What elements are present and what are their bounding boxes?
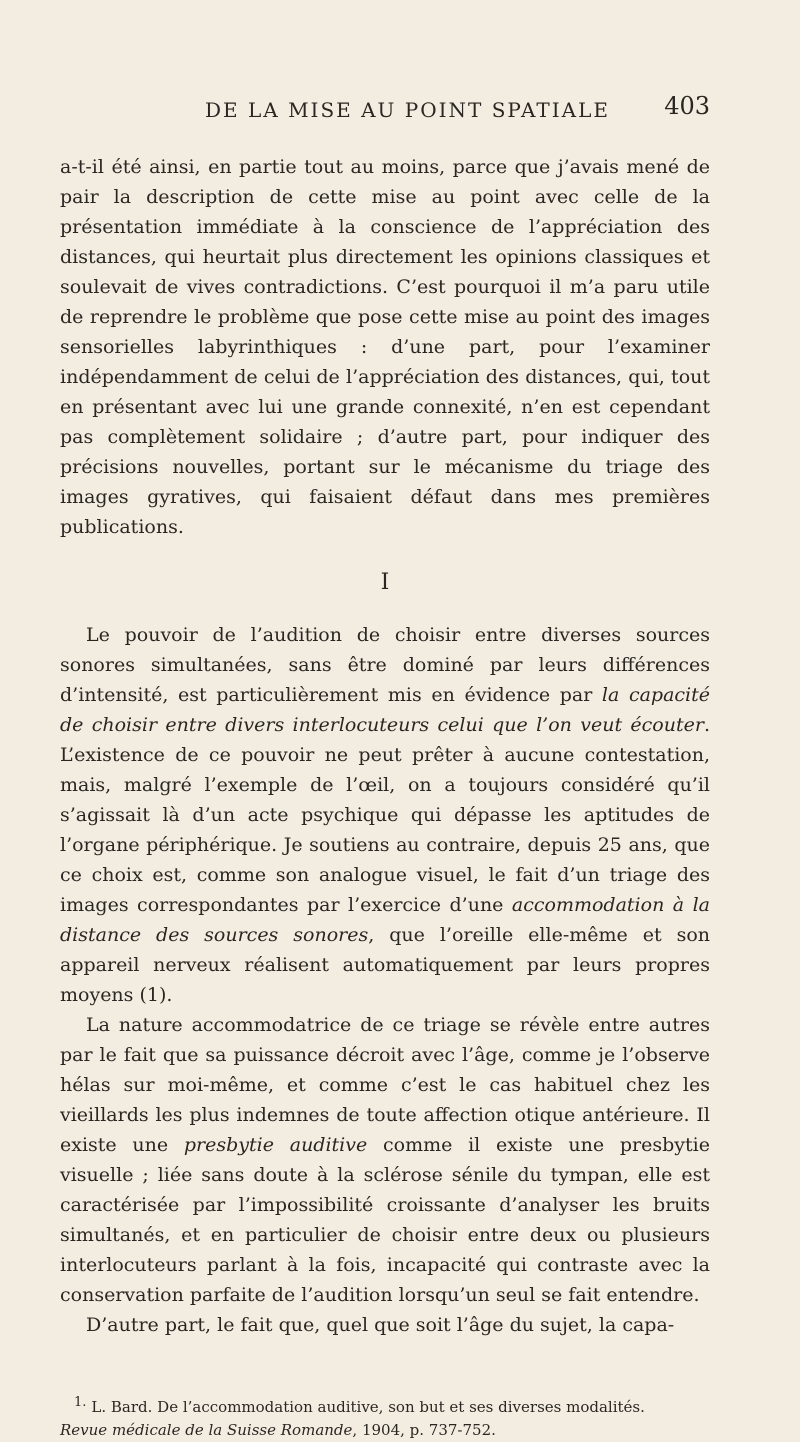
- text-run: , que l’oreille elle-même et son appareil nerveux réalisent automatiquement par leurs propres moyens (1).: [60, 924, 710, 1006]
- paragraph-presbytie: [60, 1010, 710, 1310]
- text-run: comme il existe une presbytie visuelle ; liée sans doute à la sclérose sénile du tympan, elle est caractérisée par l’impossibilité croissante d’analyser les bruits simultanés, et en particulier de choisir entre deux ou plusieurs interlocuteurs parlant à la fois, incapacité qui contraste avec la conservation parfaite de l’audition lorsqu’un seul se fait entendre.: [60, 1134, 710, 1306]
- paragraph-continues: D’autre part, le fait que, quel que soit l’âge du sujet, la capa-: [86, 1314, 675, 1336]
- text-run: La nature accommodatrice de ce triage se révèle entre autres par le fait que sa puissance décroit avec l’âge, comme je l’observe hélas sur moi-même, et comme c’est le cas habituel chez les vieillards les plus indemnes de toute affection otique antérieure. Il existe une: [60, 1014, 710, 1156]
- footnote-citation-line: [60, 1419, 710, 1442]
- paragraph-continuation: a-t-il été ainsi, en partie tout au moins, parce que j’avais mené de pair la description de cette mise au point avec celle de la présentation immédiate à la conscience de l’appréciation des distances, qui heurtait plus directement les opinions classiques et soulevait de vives contradictions. C’est pourquoi il m’a paru utile de reprendre le problème que pose cette mise au point des images sensorielles labyrinthiques : d’une part, pour l’examiner indépendamment de celui de l’appréciation des distances, qui, tout en présentant avec lui une grande connexité, n’en est cependant pas complètement solidaire ; d’autre part, pour indiquer des précisions nouvelles, portant sur le mécanisme du triage des images gyratives, qui faisaient défaut dans mes premières publications.: [60, 156, 710, 538]
- text-run: . L’existence de ce pouvoir ne peut prêter à aucune contestation, mais, malgré l’exemple de l’œil, on a toujours considéré qu’il s’agissait là d’un acte psychique qui dépasse les aptitudes de l’organe périphérique. Je soutiens au contraire, depuis 25 ans, que ce choix est, comme son analogue visuel, le fait d’un triage des images correspondantes par l’exercice d’une: [60, 714, 710, 916]
- section-heading: I: [380, 570, 390, 595]
- running-header: [60, 92, 710, 132]
- italic-run: accommodation à la distance des sources sonores: [60, 894, 710, 946]
- italic-run: presbytie auditive: [183, 1134, 368, 1156]
- text-run: Le pouvoir de l’audition de choisir entre diverses sources sonores simultanées, sans être dominé par leurs différences d’intensité, est particulièrement mis en évidence par: [60, 624, 710, 706]
- page-number: 403: [664, 92, 710, 120]
- book-page: [60, 92, 710, 1439]
- italic-run: la capacité de choisir entre divers interlocuteurs celui que l’on veut écouter: [60, 684, 710, 736]
- body-text: [60, 152, 710, 1442]
- running-title: DE LA MISE AU POINT SPATIALE: [205, 98, 610, 122]
- footnote-citation: , 1904, p. 737-752.: [352, 1421, 496, 1439]
- paragraph-audition: [60, 620, 710, 1010]
- footnote-text: L. Bard. De l’accommodation auditive, son but et ses diverses modalités.: [91, 1398, 645, 1416]
- footnote: [60, 1396, 710, 1442]
- footnote-journal: Revue médicale de la Suisse Romande: [60, 1421, 353, 1439]
- footnote-number: 1.: [74, 1395, 87, 1410]
